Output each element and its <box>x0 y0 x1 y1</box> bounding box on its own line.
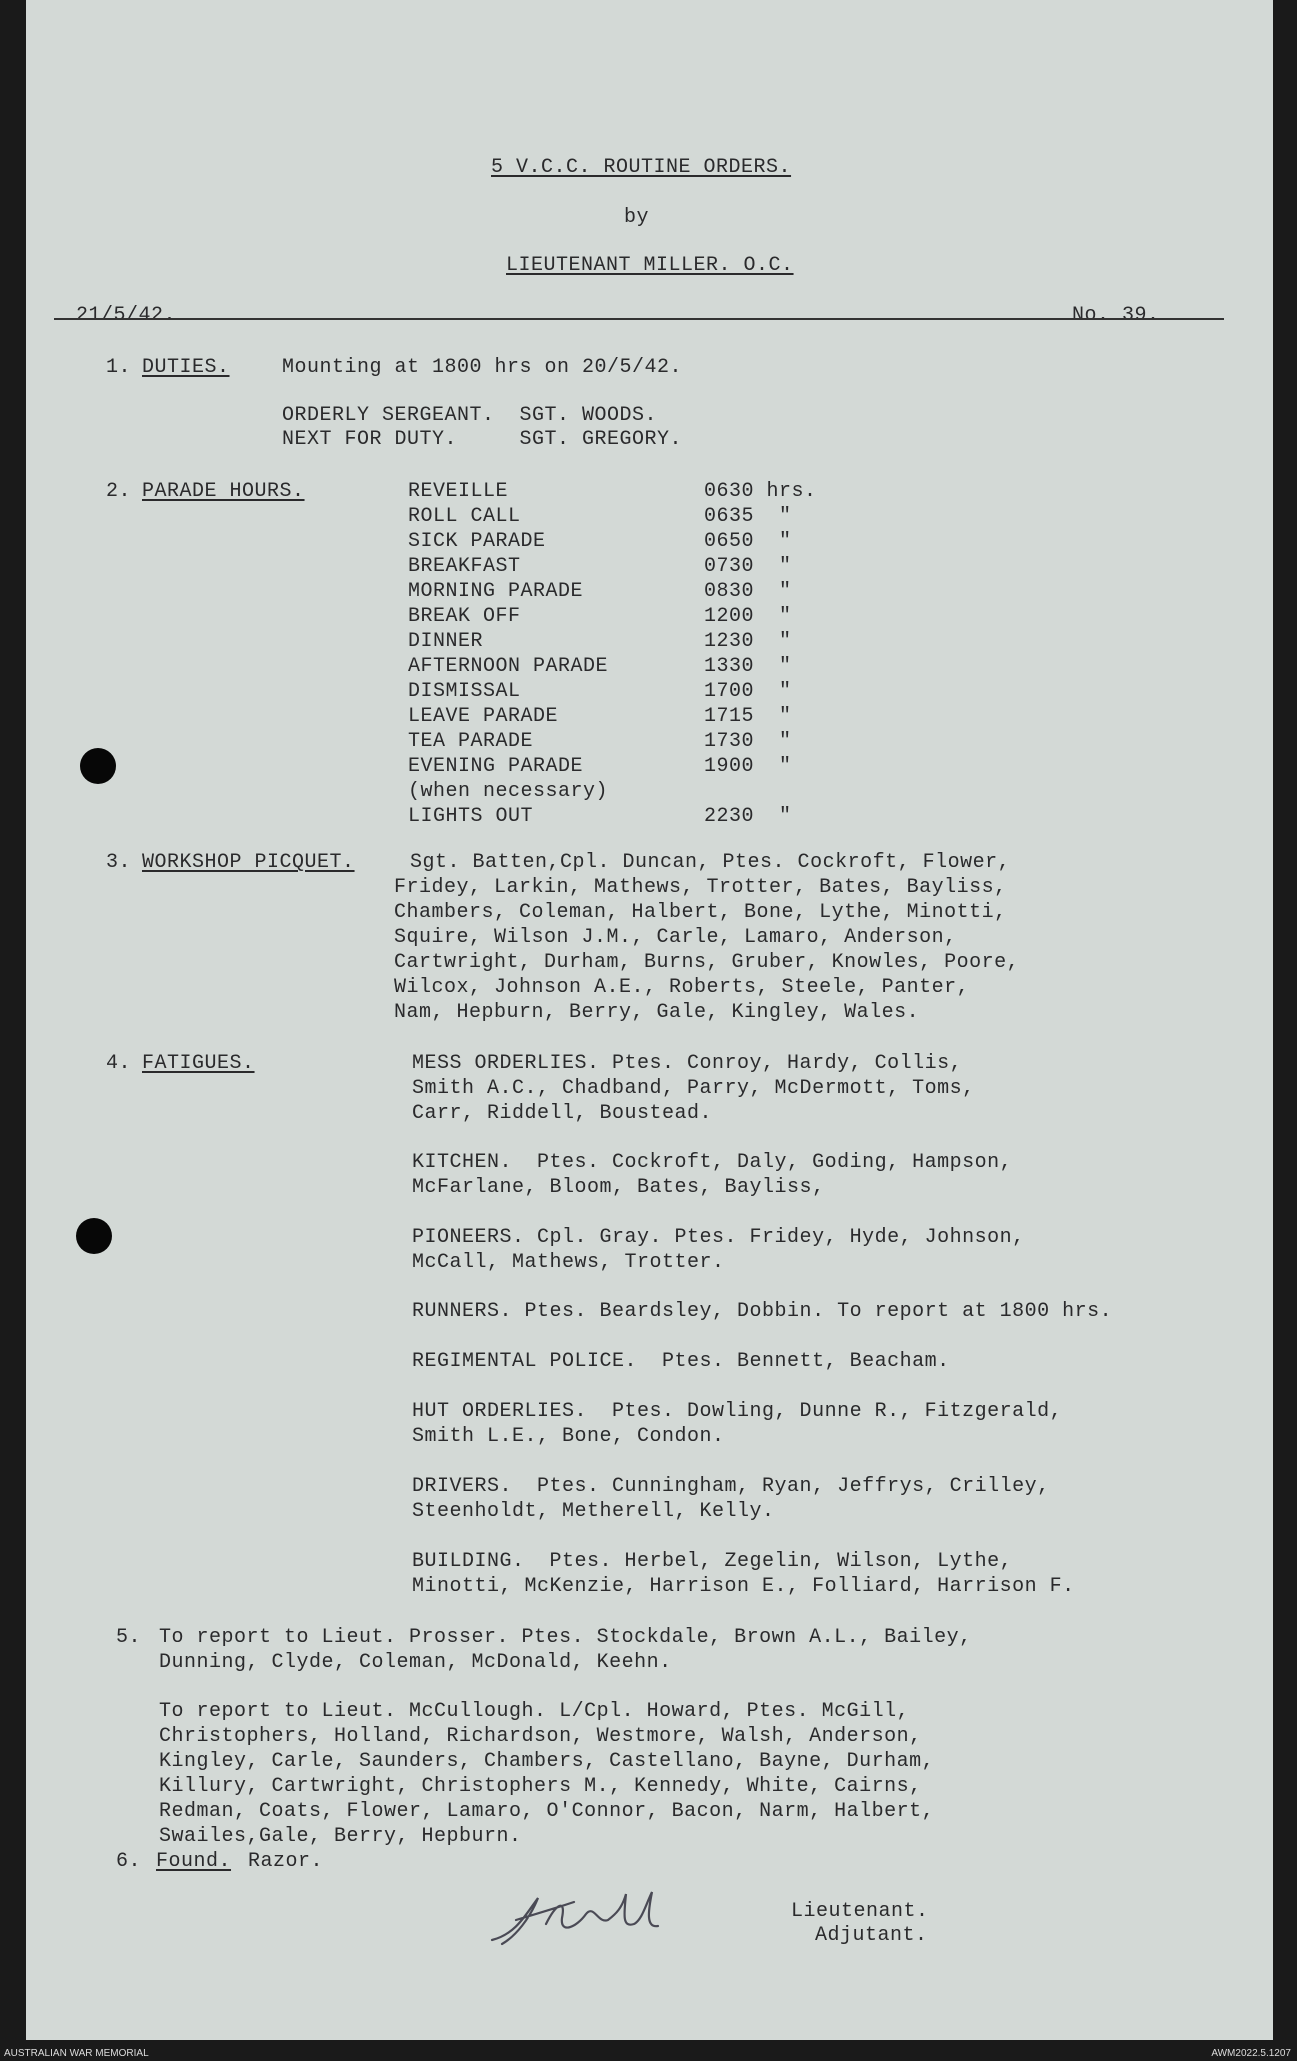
fatigues-number: 4. <box>106 1052 132 1075</box>
parade-item-name: TEA PARADE <box>408 730 534 753</box>
duties-number: 1. <box>106 356 132 379</box>
parade-item-name: REVEILLE <box>408 480 509 503</box>
found-text: Razor. <box>248 1850 324 1873</box>
header-rule <box>54 318 1224 320</box>
duties-text: Mounting at 1800 hrs on 20/5/42. <box>282 356 683 379</box>
list-line: Swailes,Gale, Berry, Hepburn. <box>159 1825 522 1848</box>
parade-item-time: 0630 hrs. <box>704 480 817 503</box>
list-line: REGIMENTAL POLICE. Ptes. Bennett, Beacham. <box>412 1350 950 1373</box>
parade-number: 2. <box>106 480 132 503</box>
list-line: Kingley, Carle, Saunders, Chambers, Castellano, Bayne, Durham, <box>159 1750 935 1773</box>
parade-item-time: 0830 " <box>704 580 792 603</box>
parade-item-name: DISMISSAL <box>408 680 521 703</box>
list-line: Chambers, Coleman, Halbert, Bone, Lythe, Minotti, <box>394 901 1007 924</box>
list-line: BUILDING. Ptes. Herbel, Zegelin, Wilson, Lythe, <box>412 1550 1013 1573</box>
parade-item-time: 1715 " <box>704 705 792 728</box>
orderly-sergeant: ORDERLY SERGEANT. SGT. WOODS. <box>282 404 658 427</box>
list-line: McFarlane, Bloom, Bates, Bayliss, <box>412 1176 825 1199</box>
parade-item-name: BREAKFAST <box>408 555 521 578</box>
list-line: Smith L.E., Bone, Condon. <box>412 1425 725 1448</box>
list-line: Steenholdt, Metherell, Kelly. <box>412 1500 775 1523</box>
list-line: Christophers, Holland, Richardson, Westmore, Walsh, Anderson, <box>159 1725 922 1748</box>
list-line: Carr, Riddell, Boustead. <box>412 1102 713 1125</box>
footer-right: AWM2022.5.1207 <box>1211 2048 1291 2059</box>
adjutant-signature <box>486 1884 736 1954</box>
list-line: Wilcox, Johnson A.E., Roberts, Steele, Panter, <box>394 976 970 999</box>
list-line: Smith A.C., Chadband, Parry, McDermott, Toms, <box>412 1077 975 1100</box>
list-line: McCall, Mathews, Trotter. <box>412 1251 725 1274</box>
parade-item-name: LEAVE PARADE <box>408 705 559 728</box>
list-line: Redman, Coats, Flower, Lamaro, O'Connor, Bacon, Narm, Halbert, <box>159 1800 935 1823</box>
found-number: 6. <box>116 1850 142 1873</box>
list-line: RUNNERS. Ptes. Beardsley, Dobbin. To report at 1800 hrs. <box>412 1300 1113 1323</box>
parade-item-time: 1230 " <box>704 630 792 653</box>
list-line: Sgt. Batten,Cpl. Duncan, Ptes. Cockroft, Flower, <box>410 851 1011 874</box>
order-number: No. 39. <box>1072 304 1160 327</box>
list-line: Fridey, Larkin, Mathews, Trotter, Bates, Bayliss, <box>394 876 1007 899</box>
punch-hole <box>80 748 116 784</box>
list-line: Killury, Cartwright, Christophers M., Kennedy, White, Cairns, <box>159 1775 922 1798</box>
list-line: Minotti, McKenzie, Harrison E., Folliard, Harrison F. <box>412 1575 1075 1598</box>
parade-item-time: 1900 " <box>704 755 792 778</box>
list-line: HUT ORDERLIES. Ptes. Dowling, Dunne R., Fitzgerald, <box>412 1400 1063 1423</box>
parade-item-name: (when necessary) <box>408 780 609 803</box>
parade-item-time: 0650 " <box>704 530 792 553</box>
footer-left: AUSTRALIAN WAR MEMORIAL <box>4 2048 149 2059</box>
parade-item-name: SICK PARADE <box>408 530 546 553</box>
found-heading: Found. <box>156 1850 232 1873</box>
fatigues-heading: FATIGUES. <box>142 1052 255 1075</box>
list-line: To report to Lieut. McCullough. L/Cpl. Howard, Ptes. McGill, <box>159 1700 910 1723</box>
parade-item-time: 2230 " <box>704 805 792 828</box>
next-for-duty: NEXT FOR DUTY. SGT. GREGORY. <box>282 428 683 451</box>
list-line: KITCHEN. Ptes. Cockroft, Daly, Goding, Hampson, <box>412 1151 1013 1174</box>
list-line: To report to Lieut. Prosser. Ptes. Stockdale, Brown A.L., Bailey, <box>159 1626 972 1649</box>
list-line: PIONEERS. Cpl. Gray. Ptes. Fridey, Hyde, Johnson, <box>412 1226 1025 1249</box>
parade-item-time: 1330 " <box>704 655 792 678</box>
parade-item-name: MORNING PARADE <box>408 580 584 603</box>
signoff-role: Adjutant. <box>815 1924 928 1947</box>
duties-heading: DUTIES. <box>142 356 230 379</box>
list-line: DRIVERS. Ptes. Cunningham, Ryan, Jeffrys, Crilley, <box>412 1475 1050 1498</box>
list-line: Squire, Wilson J.M., Carle, Lamaro, Anderson, <box>394 926 957 949</box>
picquet-number: 3. <box>106 851 132 874</box>
parade-heading: PARADE HOURS. <box>142 480 305 503</box>
list-line: Nam, Hepburn, Berry, Gale, Kingley, Wales. <box>394 1001 920 1024</box>
parade-item-name: EVENING PARADE <box>408 755 584 778</box>
parade-item-time: 0730 " <box>704 555 792 578</box>
order-title: 5 V.C.C. ROUTINE ORDERS. <box>491 156 792 179</box>
picquet-heading: WORKSHOP PICQUET. <box>142 851 355 874</box>
order-date: 21/5/42. <box>76 304 177 327</box>
parade-item-time: 1730 " <box>704 730 792 753</box>
list-line: Cartwright, Durham, Burns, Gruber, Knowles, Poore, <box>394 951 1020 974</box>
signoff-rank: Lieutenant. <box>791 1900 929 1923</box>
parade-item-time: 1700 " <box>704 680 792 703</box>
commanding-officer: LIEUTENANT MILLER. O.C. <box>506 254 794 277</box>
by-line: by <box>624 206 650 229</box>
parade-item-name: LIGHTS OUT <box>408 805 534 828</box>
punch-hole <box>76 1218 112 1254</box>
parade-item-name: BREAK OFF <box>408 605 521 628</box>
parade-item-name: DINNER <box>408 630 484 653</box>
parade-item-time: 1200 " <box>704 605 792 628</box>
report-number: 5. <box>116 1626 142 1649</box>
list-line: MESS ORDERLIES. Ptes. Conroy, Hardy, Collis, <box>412 1052 963 1075</box>
list-line: Dunning, Clyde, Coleman, McDonald, Keehn. <box>159 1651 672 1674</box>
parade-item-time: 0635 " <box>704 505 792 528</box>
parade-item-name: AFTERNOON PARADE <box>408 655 609 678</box>
parade-item-name: ROLL CALL <box>408 505 521 528</box>
document-page <box>26 0 1273 2040</box>
